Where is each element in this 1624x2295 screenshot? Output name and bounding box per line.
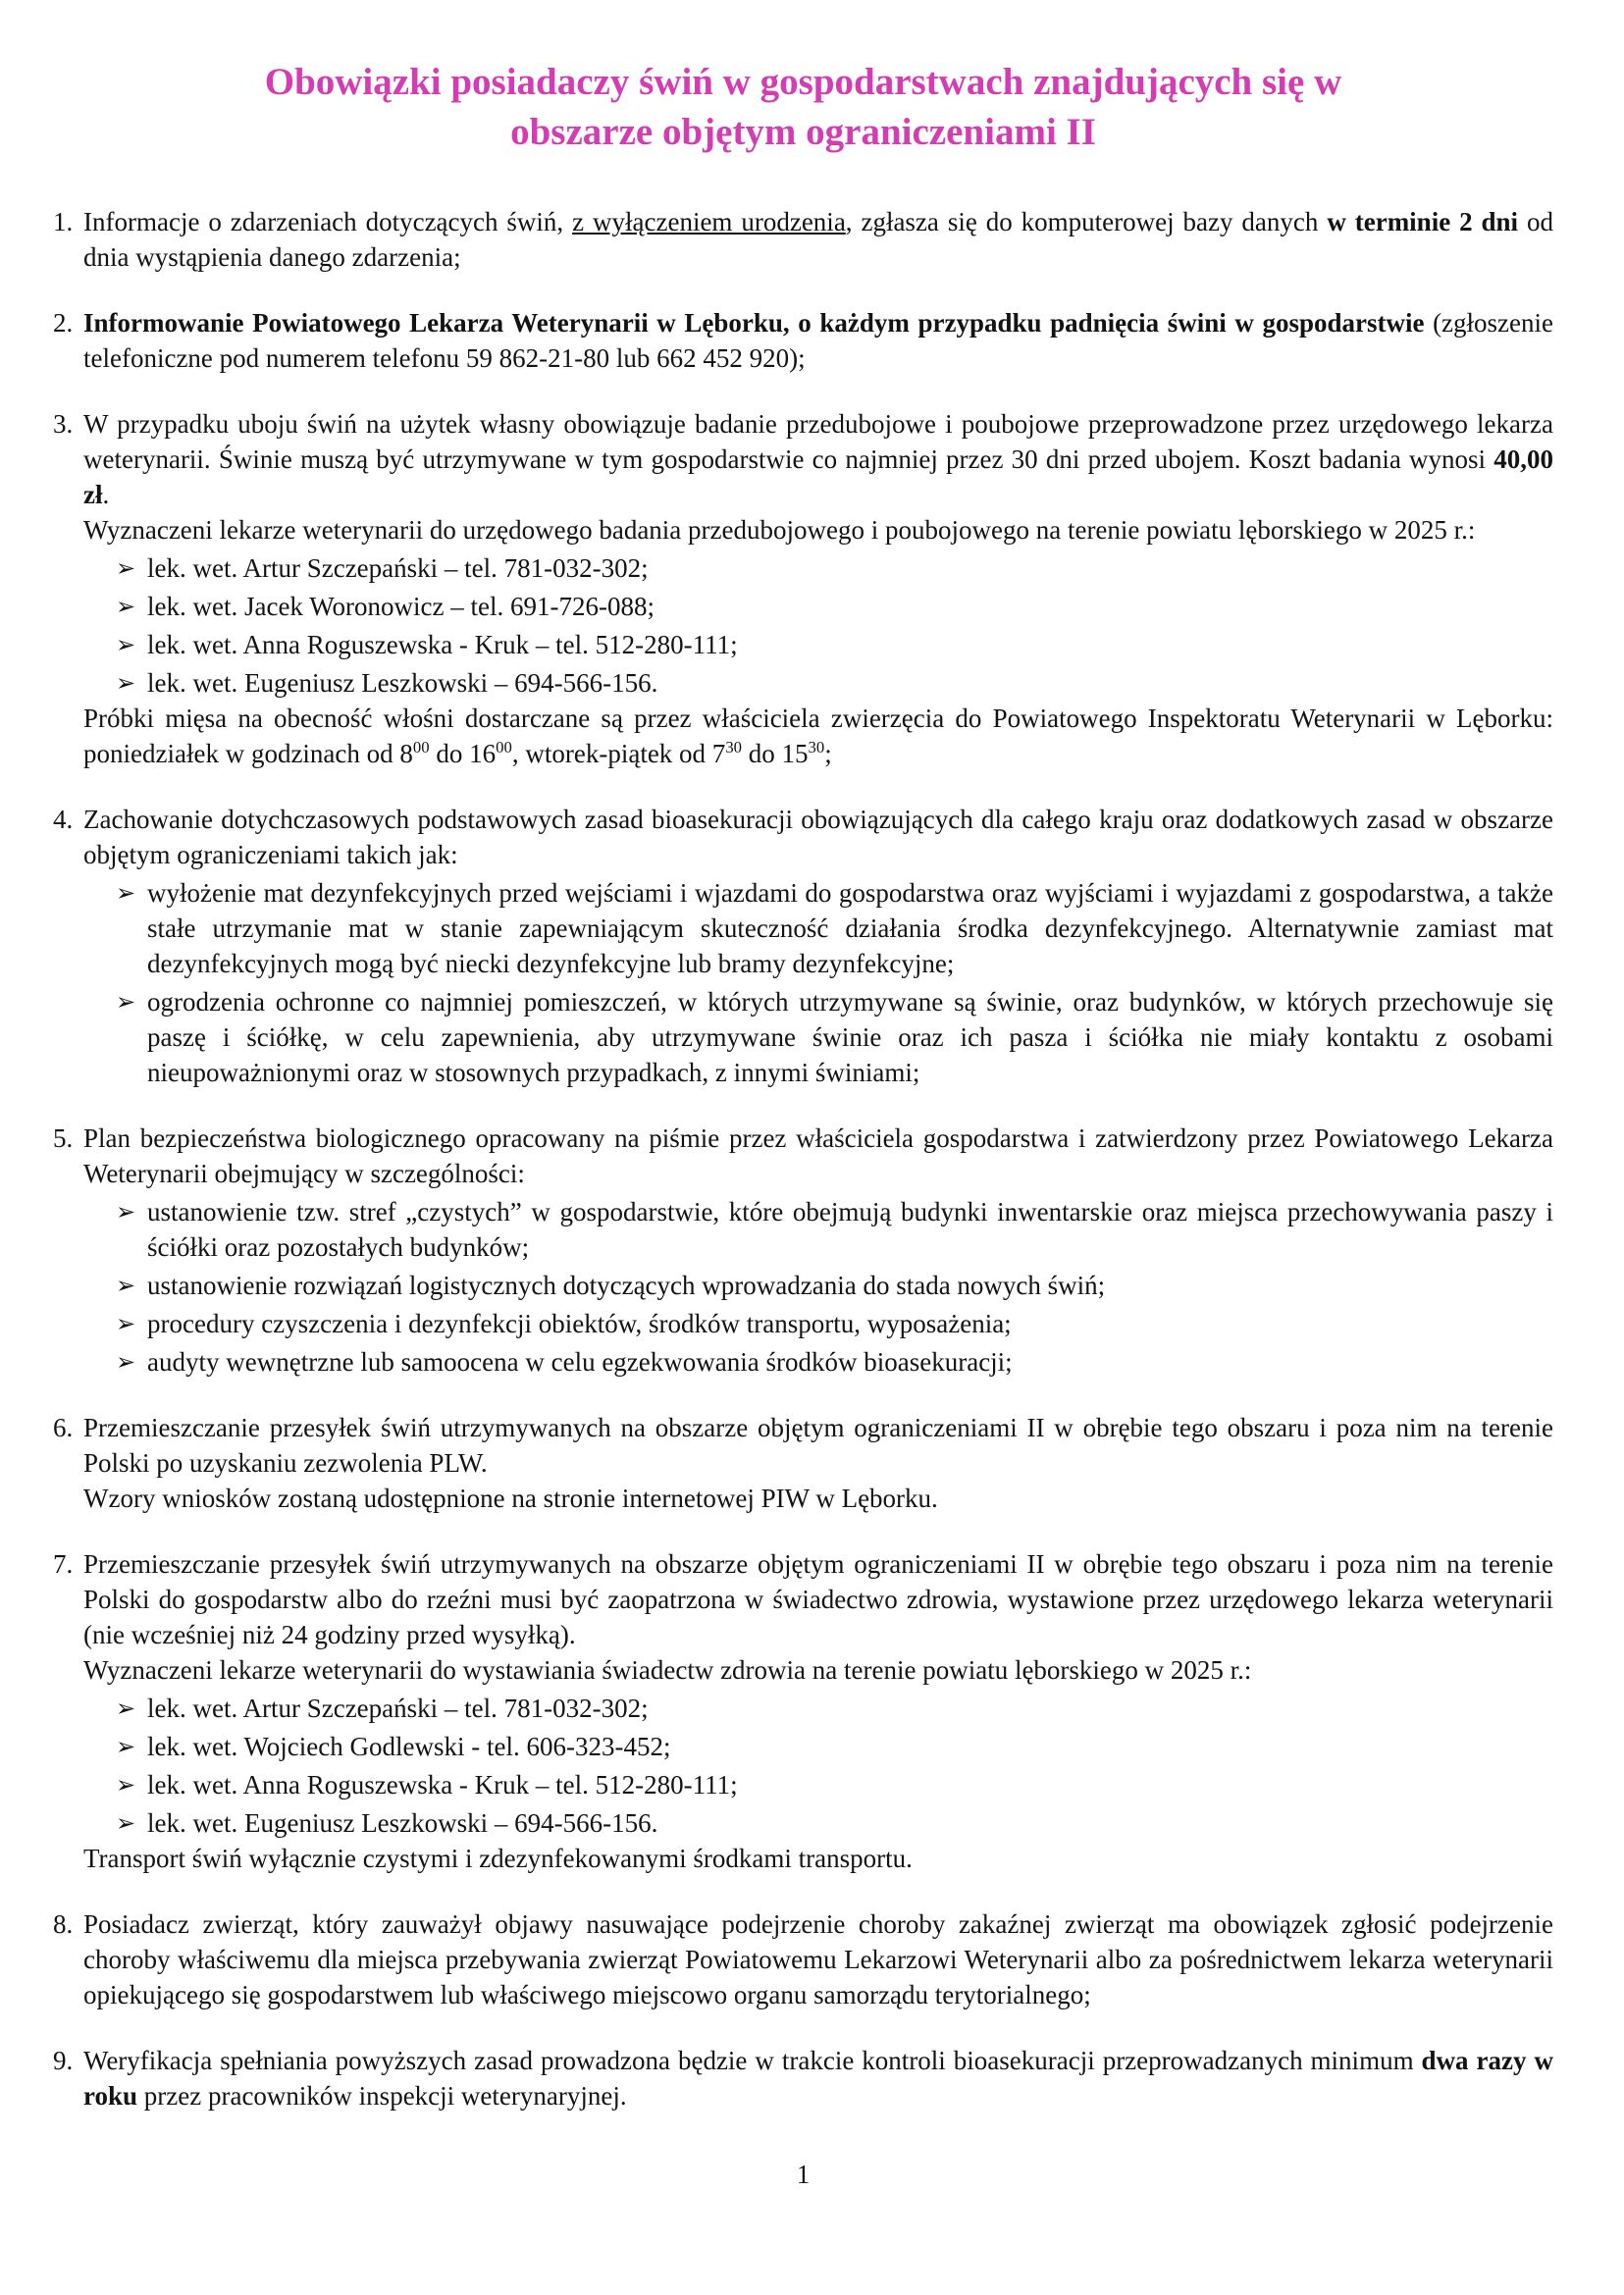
text-run: , wtorek-piątek od 7 — [511, 739, 726, 768]
bullet-text: ogrodzenia ochronne co najmniej pomieszczeń, w których utrzymywane są świnie, oraz budynków, w których przechowuje się paszę i ściółkę, w celu zapewnienia, aby utrzymywane świnie oraz ich pasza i ściółka nie miały kontaktu z osobami nieupoważnionymi oraz w stosownych przypadkach, z innymi świniami; — [147, 987, 1553, 1087]
paragraph: Plan bezpieczeństwa biologicznego opracowany na piśmie przez właściciela gospodarstwa i zatwierdzony przez Powiatowego Lekarza Weterynarii obejmujący w szczególności: — [83, 1123, 1553, 1188]
bold-run: Informowanie Powiatowego Lekarza Weterynarii w Lęborku, o każdym przypadku padnięcia świni w gospodarstwie — [83, 308, 1425, 338]
paragraph: Przemieszczanie przesyłek świń utrzymywanych na obszarze objętym ograniczeniami II w obrębie tego obszaru i poza nim na terenie Polski po uzyskaniu zezwolenia PLW. — [83, 1413, 1553, 1478]
item-number: 2. — [53, 308, 74, 338]
text-run: ; — [824, 739, 832, 768]
vet-list-item — [83, 1767, 1553, 1802]
list-item-8 — [53, 1906, 1553, 2012]
document-title — [53, 57, 1553, 157]
page-number: 1 — [796, 2160, 811, 2189]
paragraph: Wyznaczeni lekarze weterynarii do wystawiania świadectw zdrowia na terenie powiatu lęborskiego w 2025 r.: — [83, 1655, 1252, 1685]
title-line-1: Obowiązki posiadaczy świń w gospodarstwach znajdujących się w — [264, 61, 1342, 103]
arrow-bullet-icon: ➢ — [116, 1198, 136, 1226]
vet-list-item — [83, 550, 1553, 586]
underlined-run: z wyłączeniem urodzenia — [572, 207, 846, 236]
item-number: 1. — [53, 207, 74, 236]
vet-entry: lek. wet. Artur Szczepański – tel. 781-032-302; — [147, 553, 649, 583]
bullet-text: ustanowienie rozwiązań logistycznych dotyczących wprowadzania do stada nowych świń; — [147, 1271, 1106, 1300]
arrow-bullet-icon: ➢ — [116, 593, 136, 620]
vet-entry: lek. wet. Anna Roguszewska - Kruk – tel. 512-280-111; — [147, 630, 738, 659]
vet-list-item — [83, 627, 1553, 662]
vet-entry: lek. wet. Wojciech Godlewski - tel. 606-323-452; — [147, 1732, 671, 1761]
bold-run: dwa razy w roku — [83, 2046, 1553, 2111]
arrow-bullet-icon: ➢ — [116, 1733, 136, 1760]
vet-entry: lek. wet. Anna Roguszewska - Kruk – tel. 512-280-111; — [147, 1770, 738, 1799]
text-run: Weryfikacja spełniania powyższych zasad prowadzona będzie w trakcie kontroli bioasekuracji przeprowadzanych minimum — [83, 2046, 1422, 2075]
superscript-run: 30 — [808, 738, 825, 756]
text-run: przez pracowników inspekcji weterynaryjnej. — [137, 2081, 627, 2111]
paragraph — [83, 406, 1553, 512]
list-item-4 — [53, 802, 1553, 1090]
paragraph: Zachowanie dotychczasowych podstawowych zasad bioasekuracji obowiązujących dla całego kraju oraz dodatkowych zasad w obszarze objętym ograniczeniami takich jak: — [83, 805, 1553, 869]
vet-list — [83, 1691, 1553, 1841]
bullet-item — [83, 1194, 1553, 1265]
paragraph: Wzory wniosków zostaną udostępnione na stronie internetowej PIW w Lęborku. — [83, 1484, 938, 1513]
item-number: 6. — [53, 1413, 74, 1442]
paragraph: Posiadacz zwierząt, który zauważył objawy nasuwające podejrzenie choroby zakaźnej zwierząt ma obowiązek zgłosić podejrzenie choroby właściwemu dla miejsca przebywania zwierząt Powiatowemu Lekarzowi Weterynarii albo za pośrednictwem lekarza weterynarii opiekującego się gospodarstwem lub właściwego miejscowo organu samorządu terytorialnego; — [83, 1909, 1553, 2009]
vet-entry: lek. wet. Artur Szczepański – tel. 781-032-302; — [147, 1694, 649, 1723]
bold-run: w terminie 2 dni — [1327, 207, 1519, 236]
list-item-5 — [53, 1121, 1553, 1380]
bullet-item — [83, 1344, 1553, 1380]
arrow-bullet-icon: ➢ — [116, 1272, 136, 1299]
bullet-text: procedury czyszczenia i dezynfekcji obiektów, środków transportu, wyposażenia; — [147, 1309, 1012, 1338]
title-line-2: obszarze objętym ograniczeniami II — [510, 111, 1096, 153]
text-run: do 16 — [429, 739, 497, 768]
list-item-6 — [53, 1410, 1553, 1516]
item-number: 4. — [53, 805, 74, 834]
vet-list-item — [83, 1729, 1553, 1764]
bullet-text: ustanowienie tzw. stref „czystych” w gospodarstwie, które obejmują budynki inwentarskie oraz miejsca przechowywania paszy i ściółki oraz pozostałych budynków; — [147, 1197, 1553, 1262]
bullet-text: wyłożenie mat dezynfekcyjnych przed wejściami i wjazdami do gospodarstwa oraz wyjściami i wyjazdami z gospodarstwa, a także stałe utrzymanie mat w stanie zapewniającym skuteczność działania środka dezynfekcyjnego. Alternatywnie zamiast mat dezynfekcyjnych mogą być niecki dezynfekcyjne lub bramy dezynfekcyjne; — [147, 878, 1553, 978]
vet-list-item — [83, 665, 1553, 701]
paragraph: Transport świń wyłącznie czystymi i zdezynfekowanymi środkami transportu. — [83, 1844, 913, 1873]
arrow-bullet-icon: ➢ — [116, 1348, 136, 1376]
item-number: 9. — [53, 2046, 74, 2075]
bullet-list — [83, 875, 1553, 1090]
bullet-item — [83, 1268, 1553, 1303]
list-item-7 — [53, 1546, 1553, 1876]
list-item-9 — [53, 2043, 1553, 2113]
paragraph — [83, 701, 1553, 771]
arrow-bullet-icon: ➢ — [116, 879, 136, 907]
arrow-bullet-icon: ➢ — [116, 988, 136, 1016]
bullet-item — [83, 1306, 1553, 1341]
vet-entry: lek. wet. Eugeniusz Leszkowski – 694-566-156. — [147, 1808, 658, 1838]
vet-entry: lek. wet. Jacek Woronowicz – tel. 691-726-088; — [147, 592, 655, 621]
vet-entry: lek. wet. Eugeniusz Leszkowski – 694-566-156. — [147, 668, 658, 698]
superscript-run: 30 — [725, 738, 743, 756]
item-number: 5. — [53, 1123, 74, 1153]
text-run: do 15 — [742, 739, 809, 768]
superscript-run: 00 — [412, 738, 430, 756]
paragraph — [83, 2043, 1553, 2113]
paragraph: Wyznaczeni lekarze weterynarii do urzędowego badania przedubojowego i poubojowego na terenie powiatu lęborskiego w 2025 r.: — [83, 515, 1476, 545]
list-item-3 — [53, 406, 1553, 771]
arrow-bullet-icon: ➢ — [116, 669, 136, 697]
item-number: 3. — [53, 409, 74, 439]
item-number: 7. — [53, 1549, 74, 1579]
text-run: Próbki mięsa na obecność włośni dostarczane są przez właściciela zwierzęcia do Powiatowego Inspektoratu Weterynarii w Lęborku: poniedziałek w godzinach od 8 — [83, 704, 1553, 768]
list-item-2 — [53, 305, 1553, 376]
arrow-bullet-icon: ➢ — [116, 1771, 136, 1799]
paragraph — [83, 305, 1553, 376]
vet-list-item — [83, 1691, 1553, 1726]
list-item-1 — [53, 204, 1553, 275]
text-run: , zgłasza się do komputerowej bazy danych — [845, 207, 1328, 236]
bullet-item — [83, 984, 1553, 1090]
arrow-bullet-icon: ➢ — [116, 1695, 136, 1722]
text-run: Informacje o zdarzeniach dotyczących świń, — [83, 207, 573, 236]
paragraph: Przemieszczanie przesyłek świń utrzymywanych na obszarze objętym ograniczeniami II w obrębie tego obszaru i poza nim na terenie Polski do gospodarstw albo do rzeźni musi być zaopatrzona w świadectwo zdrowia, wystawione przez urzędowego lekarza weterynarii (nie wcześniej niż 24 godziny przed wysyłką). — [83, 1549, 1553, 1649]
item-number: 8. — [53, 1909, 74, 1939]
arrow-bullet-icon: ➢ — [116, 554, 136, 582]
superscript-run: 00 — [496, 738, 512, 756]
text-run: od dnia wystąpienia danego zdarzenia; — [83, 207, 1553, 272]
text-run: . — [102, 480, 110, 509]
text-run: (zgłoszenie telefoniczne pod numerem telefonu 59 862-21-80 lub 662 452 920); — [83, 308, 1554, 373]
vet-list — [83, 550, 1553, 701]
arrow-bullet-icon: ➢ — [116, 1809, 136, 1837]
text-run: W przypadku uboju świń na użytek własny obowiązuje badanie przedubojowe i poubojowe przeprowadzone przez urzędowego lekarza weterynarii. Świnie muszą być utrzymywane w tym gospodarstwie co najmniej przez 30 dni przed ubojem. Koszt badania wynosi — [83, 409, 1553, 474]
bold-run: 40,00 zł — [83, 444, 1553, 509]
vet-list-item — [83, 589, 1553, 624]
arrow-bullet-icon: ➢ — [116, 631, 136, 658]
arrow-bullet-icon: ➢ — [116, 1310, 136, 1337]
bullet-item — [83, 875, 1553, 981]
bullet-list — [83, 1194, 1553, 1380]
vet-list-item — [83, 1805, 1553, 1841]
bullet-text: audyty wewnętrzne lub samoocena w celu egzekwowania środków bioasekuracji; — [147, 1347, 1013, 1377]
paragraph — [83, 204, 1553, 275]
